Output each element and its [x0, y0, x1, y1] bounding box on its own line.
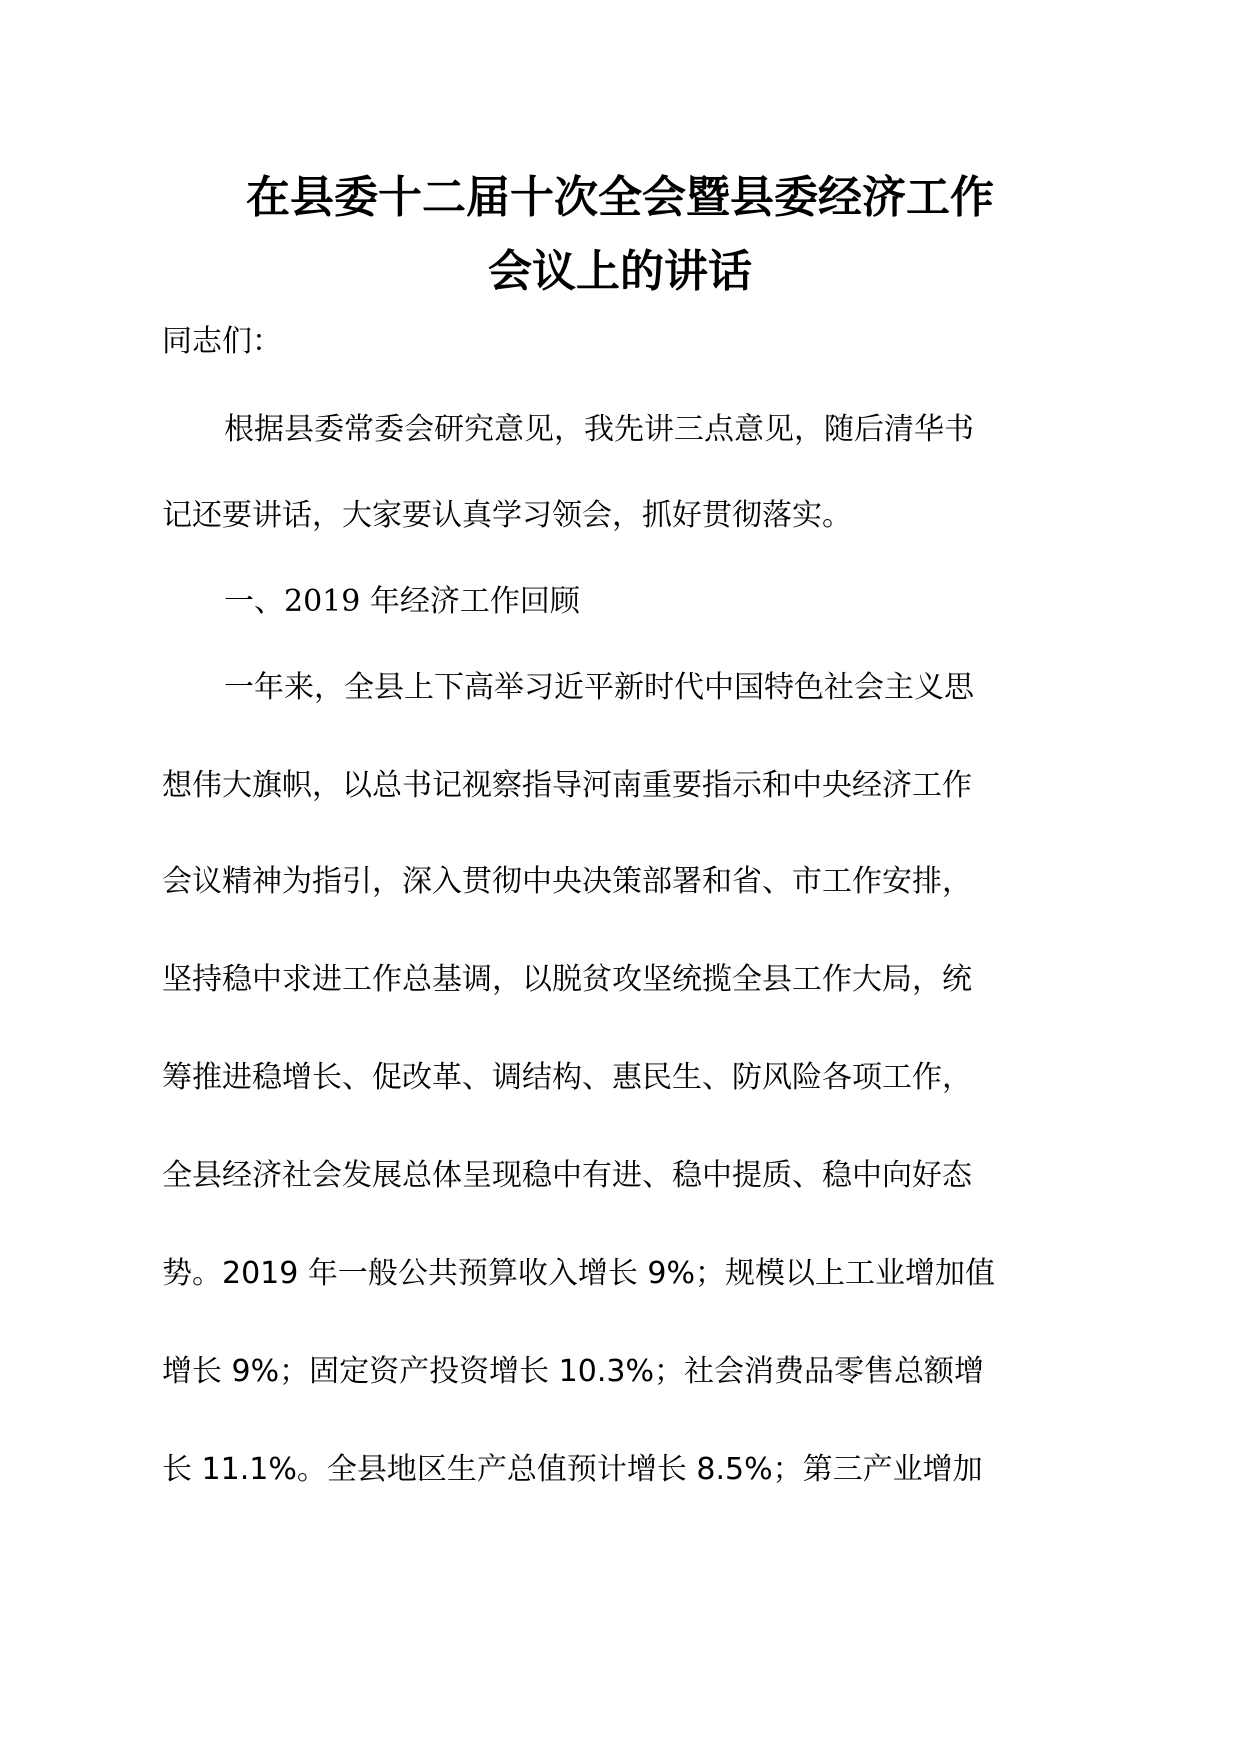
paragraph-line: 长 11.1%。全县地区生产总值预计增长 8.5%；第三产业增加	[162, 1452, 983, 1487]
document-title-line-1: 在县委十二届十次全会暨县委经济工作	[246, 172, 994, 223]
document-title-line-2: 会议上的讲话	[488, 246, 752, 297]
paragraph-line: 增长 9%；固定资产投资增长 10.3%；社会消费品零售总额增	[162, 1354, 984, 1389]
paragraph-line: 势。2019 年一般公共预算收入增长 9%；规模以上工业增加值	[162, 1256, 996, 1291]
paragraph-line: 记还要讲话，大家要认真学习领会，抓好贯彻落实。	[162, 498, 852, 533]
paragraph-line: 筹推进稳增长、促改革、调结构、惠民生、防风险各项工作，	[162, 1060, 972, 1095]
paragraph-line: 坚持稳中求进工作总基调，以脱贫攻坚统揽全县工作大局，统	[162, 962, 972, 997]
section-heading: 一、2019 年经济工作回顾	[224, 584, 580, 619]
paragraph-line: 一年来，全县上下高举习近平新时代中国特色社会主义思	[224, 670, 974, 705]
paragraph-line: 想伟大旗帜，以总书记视察指导河南重要指示和中央经济工作	[162, 768, 972, 803]
paragraph-line: 会议精神为指引，深入贯彻中央决策部署和省、市工作安排，	[162, 864, 972, 899]
paragraph-line: 根据县委常委会研究意见，我先讲三点意见，随后清华书	[224, 412, 974, 447]
paragraph-line: 全县经济社会发展总体呈现稳中有进、稳中提质、稳中向好态	[162, 1158, 972, 1193]
salutation: 同志们：	[162, 324, 282, 359]
